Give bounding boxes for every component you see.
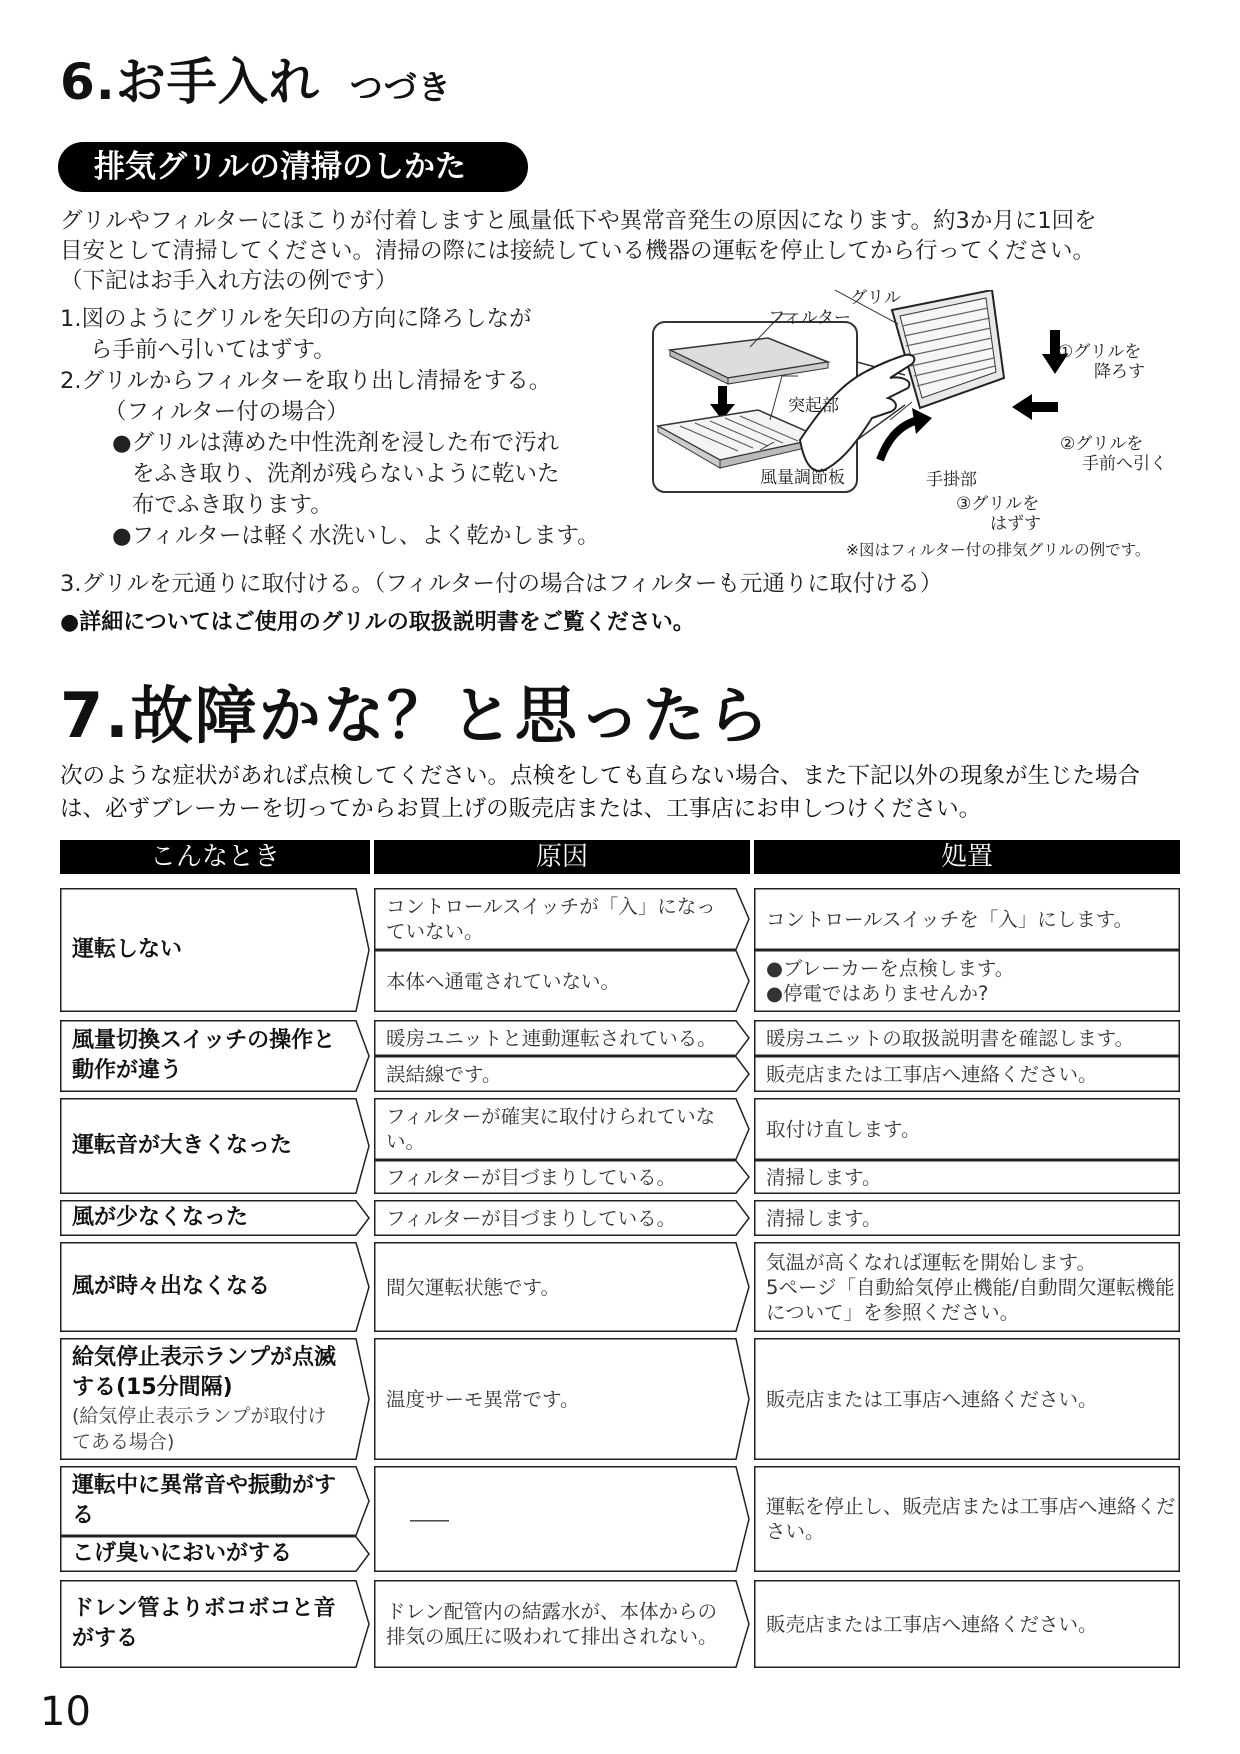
symptom-cell: [60, 1098, 370, 1194]
remedy-cell: [754, 1338, 1180, 1460]
figure-caption: ※図はフィルター付の排気グリルの例です。: [846, 541, 1151, 559]
intro-line: （下記はお手入れ方法の例です）: [60, 268, 398, 294]
remedy-text: 暖房ユニットの取扱説明書を確認します。: [766, 1026, 1135, 1050]
header-remedy: 処置: [754, 840, 1180, 874]
cause-cell: [374, 1056, 750, 1092]
cause-text: フィルターが目づまりしている。: [386, 1206, 677, 1230]
cause-cell: [374, 1580, 750, 1668]
symptom-text: 運転しない: [72, 937, 183, 962]
remedy-text: コントロールスイッチを「入」にします。: [766, 907, 1134, 931]
page-number: 10: [40, 1689, 91, 1735]
cause-cell: [374, 1020, 750, 1056]
cause-cell: [374, 1242, 750, 1332]
remedy-cell: [754, 950, 1180, 1012]
cause-text: フィルターが確実に取付けられていない。: [386, 1105, 716, 1153]
manual-note: ●詳細についてはご使用のグリルの取扱説明書をご覧ください。: [60, 610, 695, 635]
cause-text: コントロールスイッチが「入」になっていない。: [386, 895, 716, 943]
cause-text: 本体へ通電されていない。: [386, 969, 621, 993]
remedy-text: 運転を停止し、販売店または工事店へ連絡ください。: [766, 1495, 1176, 1543]
remedy-text: 清掃します。: [766, 1206, 882, 1230]
label-step2-cont: 手前へ引く: [1082, 454, 1167, 474]
remedy-text: ●停電ではありませんか?: [766, 982, 989, 1005]
section-7-intro: [60, 760, 1190, 826]
step-2: 2.グリルからフィルターを取り出し清掃をする。: [60, 368, 552, 394]
cause-text: 間欠運転状態です。: [386, 1275, 560, 1299]
label-step3: ③グリルを: [956, 494, 1040, 514]
symptom-text: ドレン管よりボコボコと音がする: [72, 1596, 336, 1651]
remedy-text: 販売店または工事店へ連絡ください。: [766, 1062, 1098, 1086]
intro-line: は、必ずブレーカーを切ってからお買上げの販売店または、工事店にお申しつけください。: [60, 796, 982, 822]
symptom-cell: [60, 1466, 370, 1536]
bullet-grille-cont: をふき取り、洗剤が残らないように乾いた: [132, 461, 560, 487]
remedy-cell: [754, 1056, 1180, 1092]
cause-cell: [374, 888, 750, 950]
symptom-text: 運転音が大きくなった: [72, 1133, 293, 1158]
section-7-title: 7.故障かな？と思ったら: [60, 679, 771, 752]
cause-dash: ――: [410, 1507, 449, 1531]
cause-cell: [374, 1160, 750, 1194]
remedy-cell: [754, 1580, 1180, 1668]
remedy-text: 取付け直します。: [766, 1117, 921, 1141]
symptom-cell: [60, 1580, 370, 1668]
cause-text: 温度サーモ異常です。: [386, 1387, 580, 1411]
step-1-cont: ら手前へ引いてはずす。: [90, 337, 336, 363]
cleaning-steps: [60, 304, 620, 552]
symptom-text: こげ臭いにおいがする: [72, 1541, 293, 1566]
symptom-text: 風が時々出なくなる: [72, 1274, 271, 1299]
label-handle: 手掛部: [926, 470, 977, 490]
label-step1: ①グリルを: [1058, 342, 1142, 362]
section-6-title: [60, 52, 452, 118]
symptom-cell: [60, 1338, 370, 1460]
symptom-cell: [60, 1536, 370, 1572]
symptom-text: 風が少なくなった: [72, 1205, 249, 1230]
remedy-cell: [754, 1160, 1180, 1194]
remedy-cell: [754, 1200, 1180, 1236]
symptom-text: 運転中に異常音や振動がする: [72, 1473, 337, 1528]
symptom-text: 風量切換スイッチの操作と動作が違う: [72, 1028, 336, 1083]
bullet-filter: ●フィルターは軽く水洗いし、よく乾かします。: [112, 523, 600, 549]
symptom-cell: [60, 888, 370, 1012]
cause-cell: [374, 1338, 750, 1460]
remedy-cell: [754, 1242, 1180, 1332]
symptom-cell: [60, 1242, 370, 1332]
step-1: 1.図のようにグリルを矢印の方向に降ろしなが: [60, 306, 532, 332]
cause-cell: [374, 1200, 750, 1236]
label-filter: フィルター: [768, 308, 851, 328]
cause-text: 誤結線です。: [386, 1062, 502, 1086]
step-3: 3.グリルを元通りに取付ける。（フィルター付の場合はフィルターも元通りに取付ける）: [60, 571, 943, 597]
remedy-text: 清掃します。: [766, 1165, 882, 1189]
step-2-cont: （フィルター付の場合）: [104, 399, 349, 425]
remedy-text: 5ページ「自動給気停止機能/自動間欠運転機能について」を参照ください。: [766, 1275, 1175, 1324]
grille-illustration: [650, 290, 1190, 560]
symptom-cell: [60, 1020, 370, 1092]
label-grille: グリル: [850, 288, 901, 308]
label-step1-cont: 降ろす: [1094, 362, 1145, 382]
remedy-cell: [754, 1020, 1180, 1056]
cause-text: ドレン配管内の結露水が、本体からの排気の風圧に吸われて排出されない。: [386, 1600, 718, 1648]
cause-cell: [374, 1098, 750, 1160]
symptom-note: (給気停止表示ランプが取付けてある場合): [72, 1405, 327, 1453]
cause-cell: [374, 1466, 750, 1572]
label-step3-cont: はずす: [990, 514, 1041, 534]
section-6-title-main: 6.お手入れ: [60, 53, 320, 111]
remedy-text-group: [766, 950, 1014, 1012]
symptom-text: 給気停止表示ランプが点滅する(15分間隔): [72, 1345, 337, 1400]
symptom-cell: [60, 1200, 370, 1236]
cause-text: 暖房ユニットと連動運転されている。: [386, 1026, 717, 1050]
remedy-text: 気温が高くなれば運転を開始します。: [766, 1250, 1096, 1274]
cause-cell: [374, 950, 750, 1012]
remedy-text-group: [766, 1242, 1176, 1332]
bullet-grille: ●グリルは薄めた中性洗剤を浸した布で汚れ: [112, 430, 560, 456]
remedy-text: ●ブレーカーを点検します。: [766, 957, 1015, 980]
remedy-text: 販売店または工事店へ連絡ください。: [766, 1612, 1098, 1636]
intro-line: グリルやフィルターにほこりが付着しますと風量低下や異常音発生の原因になります。約3か月に1回を: [60, 208, 1097, 234]
intro-line: 次のような症状があれば点検してください。点検をしても直らない場合、また下記以外の現象が生じた場合: [60, 763, 1141, 789]
bullet-grille-cont: 布でふき取ります。: [132, 492, 333, 518]
header-cause: 原因: [374, 840, 750, 874]
remedy-cell: [754, 1466, 1180, 1572]
section-6-intro: [60, 206, 1180, 296]
grille-removal-figure: [650, 290, 1190, 560]
remedy-cell: [754, 1098, 1180, 1160]
intro-line: 目安として清掃してください。清掃の際には接続している機器の運転を停止してから行ってください。: [60, 238, 1096, 264]
cause-text: フィルターが目づまりしている。: [386, 1165, 677, 1189]
symptom-text-group: [72, 1338, 342, 1460]
label-damper: 風量調節板: [760, 468, 845, 488]
label-step2: ②グリルを: [1060, 434, 1144, 454]
remedy-text: 販売店または工事店へ連絡ください。: [766, 1387, 1098, 1411]
section-6-title-sub: つづき: [349, 68, 452, 107]
label-protrusion: 突起部: [788, 396, 839, 416]
grille-cleaning-subheading: 排気グリルの清掃のしかた: [58, 142, 528, 192]
remedy-cell: [754, 888, 1180, 950]
header-symptom: こんなとき: [60, 840, 370, 874]
